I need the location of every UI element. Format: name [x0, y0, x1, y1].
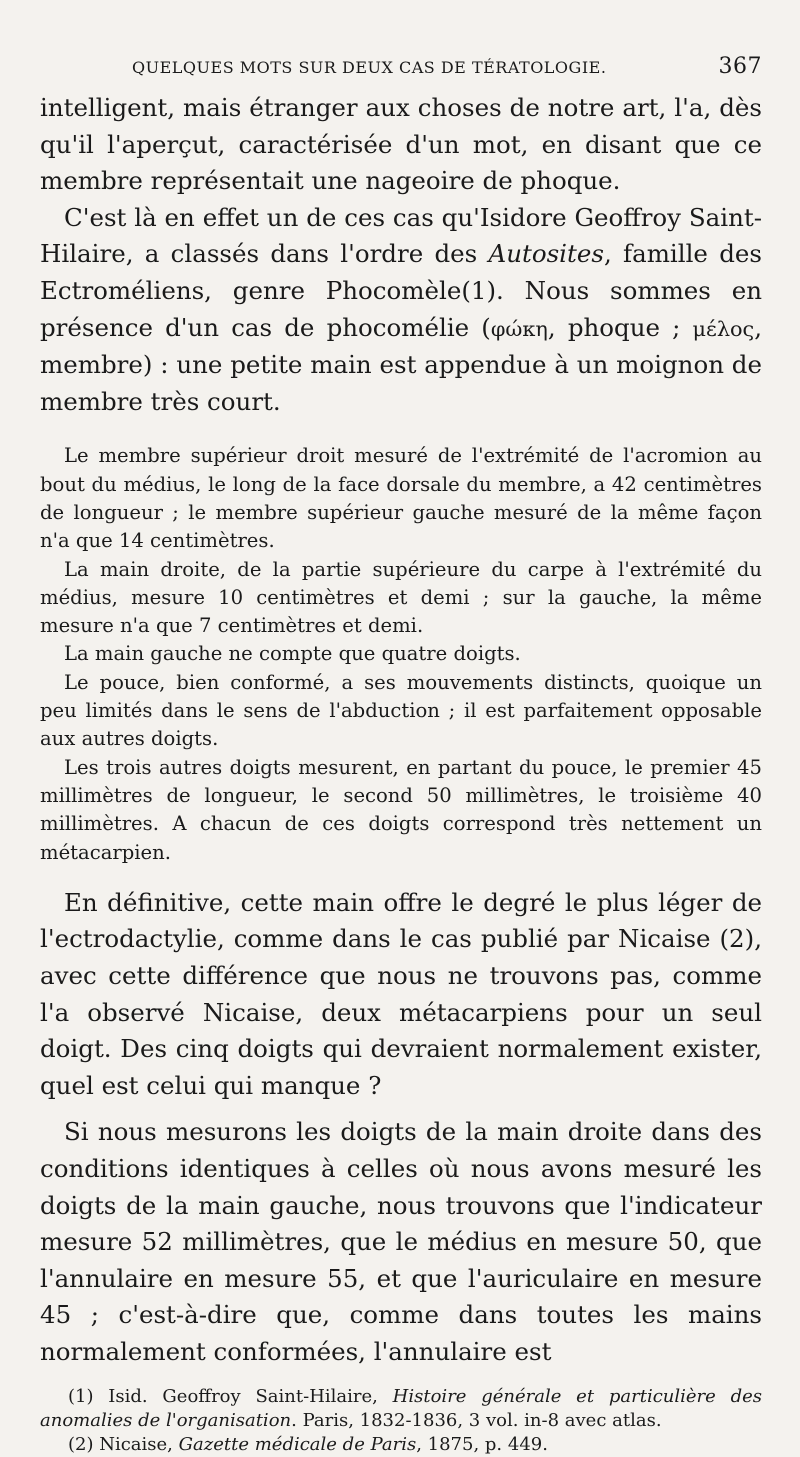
measurements-block — [40, 442, 762, 866]
footnote-2-author: (2) Nicaise, — [68, 1433, 179, 1455]
paragraph-ectrodactylie: En définitive, cette main offre le degré le plus léger de l'ectrodactylie, comme dans le cas publié par Nicaise (2), avec cette différence que nous ne trouvons pas, comme l'a observé Nicaise, deux métacarpiens pour un seul doigt. Des cinq doigts qui devraient normalement exister, quel est celui qui manque ? — [40, 887, 762, 1100]
footnote-1-author: (1) Isid. Geoffroy Saint-Hilaire, — [68, 1385, 393, 1407]
measurement-paragraph-4: Le pouce, bien conformé, a ses mouvements distincts, quoique un peu limités dans le sens de l'abduction ; il est parfaitement opposable aux autres doigts. — [40, 670, 762, 751]
main-text-top — [40, 90, 762, 420]
paragraph-continued: intelligent, mais étranger aux choses de notre art, l'a, dès qu'il l'aperçut, caractérisée d'un mot, en disant que ce membre représentait une nageoire de phoque. — [40, 93, 762, 196]
footnote-2-title: Gazette médicale de Paris — [178, 1433, 417, 1455]
footnotes — [40, 1385, 762, 1457]
measurement-paragraph-3: La main gauche ne compte que quatre doigts. — [64, 642, 521, 666]
term-autosites: Autosites — [488, 239, 604, 269]
paragraph-phocomelie — [40, 200, 762, 421]
paragraph-phocomelie-part-c: , phoque ; — [547, 312, 693, 342]
paragraph-doigts-droite: Si nous mesurons les doigts de la main droite dans des conditions identiques à celles où nous avons mesuré les doigts de la main gauche, nous trouvons que l'indicateur mesure 52 millimètres, que le médius en mesure 50, que l'annulaire en mesure 55, et que l'auriculaire en mesure 45 ; c'est-à-dire que, comme dans toutes les mains normalement conformées, l'annulaire est — [40, 1117, 762, 1366]
footnote-2-imprint: , 1875, p. 449. — [416, 1433, 548, 1455]
measurement-paragraph-5: Les trois autres doigts mesurent, en partant du pouce, le premier 45 millimètres de longueur, le second 50 millimètres, le troisième 40 millimètres. A chacun de ces doigts correspond très nettement un métacarpien. — [40, 755, 762, 864]
paragraph-phocomelie-part-a: C'est là en effet un de ces cas qu'Isidore Geoffroy Saint-Hilaire, a classés dans l'ordre des — [40, 202, 762, 269]
measurement-paragraph-1: Le membre supérieur droit mesuré de l'extrémité de l'acromion au bout du médius, le long de la face dorsale du membre, a 42 centimètres de longueur ; le membre supérieur gauche mesuré de la même façon n'a que 14 centimètres. — [40, 444, 762, 553]
paragraph-phocomelie-part-d: , membre) : une petite main est appendue à un moignon de membre très court. — [40, 312, 762, 416]
greek-word-phoque: φώκη — [490, 316, 548, 341]
footnote-1-imprint: . Paris, 1832-1836, 3 vol. in-8 avec atlas. — [291, 1409, 662, 1431]
footnote-1 — [40, 1385, 762, 1433]
footnote-2 — [40, 1433, 762, 1457]
paragraph-phocomelie-part-b: , famille des Ectroméliens, genre Phocomèle(1). Nous sommes en présence d'un cas de phocomélie ( — [40, 239, 762, 342]
main-text-final — [40, 1114, 762, 1370]
running-head-title: QUELQUES MOTS SUR DEUX CAS DE TÉRATOLOGIE. — [132, 58, 607, 77]
greek-word-membre: μέλος — [692, 316, 755, 341]
page-number: 367 — [718, 54, 762, 79]
measurement-paragraph-2: La main droite, de la partie supérieure du carpe à l'extrémité du médius, mesure 10 centimètres et demi ; sur la gauche, la même mesure n'a que 7 centimètres et demi. — [40, 557, 762, 638]
footnote-1-title: Histoire générale et particulière des anomalies de l'organisation — [40, 1385, 762, 1431]
main-text-bottom — [40, 885, 762, 1105]
running-head — [40, 50, 762, 90]
book-page — [0, 50, 800, 1455]
